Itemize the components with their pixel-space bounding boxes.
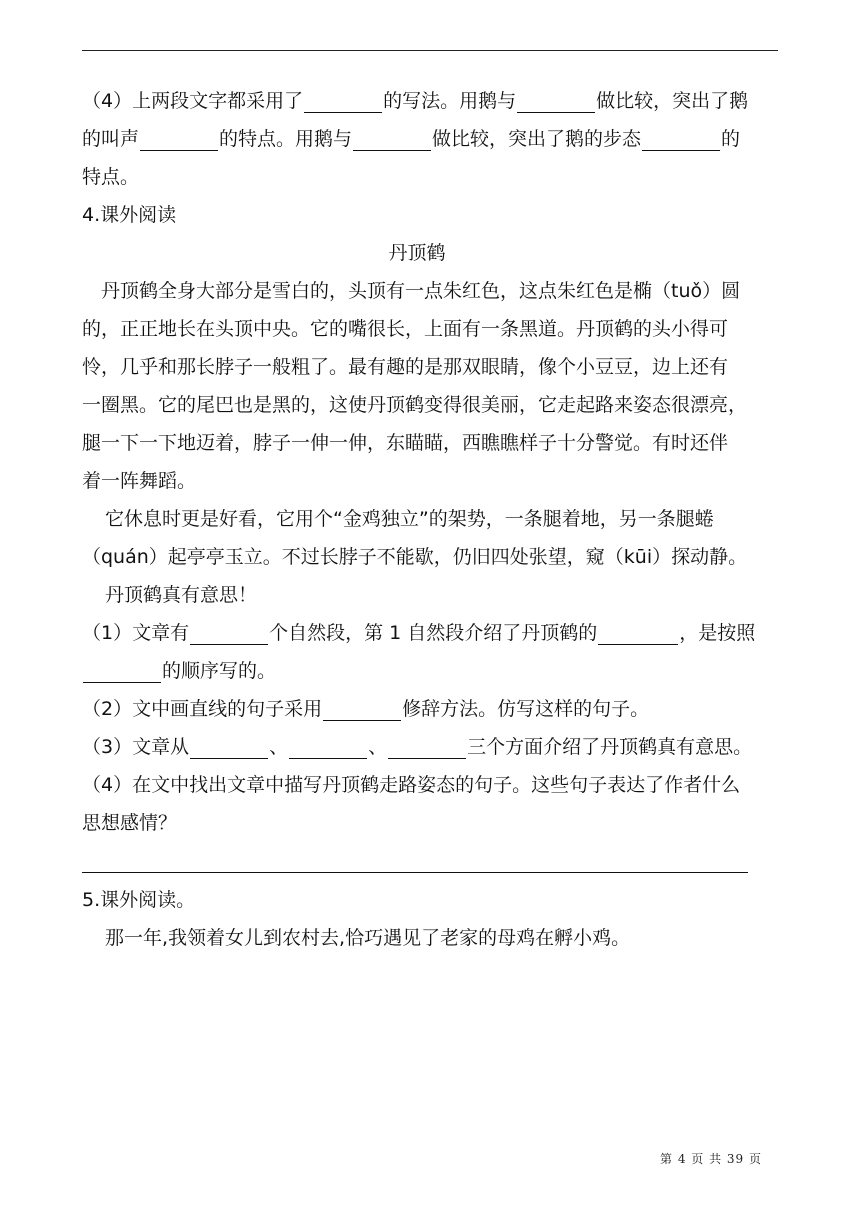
question-3-4-line-1 — [82, 82, 782, 120]
answer-blank[interactable] — [517, 86, 595, 113]
section-5-heading: 5.课外阅读。 — [82, 889, 196, 911]
para-1-line-2: 的，正正地长在头顶中央。它的嘴很长，上面有一条黑道。丹顶鹤的头小得可 — [82, 318, 729, 340]
answer-blank[interactable] — [323, 694, 401, 721]
text: 三个方面介绍了丹顶鹤真有意思。 — [467, 736, 753, 758]
answer-blank[interactable] — [598, 618, 678, 645]
answer-blank[interactable] — [190, 618, 268, 645]
question-4-3 — [82, 728, 782, 766]
text: 的叫声 — [82, 128, 140, 150]
text: 的 — [721, 128, 741, 150]
passage-title: 丹顶鹤 — [388, 242, 446, 264]
answer-blank[interactable] — [83, 656, 161, 683]
answer-blank[interactable] — [642, 124, 720, 151]
text: 做比较，突出了鹅的步态 — [432, 128, 642, 150]
para-1-line-3: 怜，几乎和那长脖子一般粗了。最有趣的是那双眼睛，像个小豆豆，边上还有 — [82, 356, 729, 378]
section-4-heading: 4.课外阅读 — [82, 204, 177, 226]
para-1-line-4: 一圈黑。它的尾巴也是黑的，这使丹顶鹤变得很美丽，它走起路来姿态很漂亮， — [82, 394, 748, 416]
text: 的特点。用鹅与 — [219, 128, 353, 150]
question-3-4-line-2 — [82, 120, 782, 158]
text: 修辞方法。仿写这样的句子。 — [402, 698, 650, 720]
answer-blank[interactable] — [289, 732, 367, 759]
question-4-1-line-2 — [82, 652, 782, 690]
answer-line[interactable] — [82, 842, 748, 873]
text: （2）文中画直线的句子采用 — [82, 698, 323, 720]
section-5-para-1: 那一年,我领着女儿到农村去,恰巧遇见了老家的母鸡在孵小鸡。 — [105, 927, 631, 949]
text: ，是按照 — [679, 622, 756, 644]
para-1-line-6: 着一阵舞蹈。 — [82, 470, 197, 492]
question-4-4-line-1: （4）在文中找出文章中描写丹顶鹤走路姿态的句子。这些句子表达了作者什么 — [82, 774, 741, 796]
question-4-4-line-2: 思想感情？ — [82, 812, 178, 834]
para-2-line-2: （quán）起亭亭玉立。不过长脖子不能歇，仍旧四处张望，窥（kūi）探动静。 — [82, 546, 748, 568]
text: 、 — [368, 736, 388, 758]
text: 、 — [269, 736, 289, 758]
para-3: 丹顶鹤真有意思！ — [105, 584, 258, 606]
text: 个自然段，第 1 自然段介绍了丹顶鹤的 — [269, 622, 598, 644]
text: 的顺序写的。 — [162, 660, 277, 682]
text: （4）上两段文字都采用了 — [82, 90, 304, 112]
text: 做比较，突出了鹅 — [596, 90, 749, 112]
text: 的写法。用鹅与 — [383, 90, 517, 112]
answer-blank[interactable] — [304, 86, 382, 113]
answer-blank[interactable] — [353, 124, 431, 151]
answer-blank[interactable] — [190, 732, 268, 759]
para-2-line-1: 它休息时更是好看，它用个“金鸡独立”的架势，一条腿着地，另一条腿蜷 — [105, 508, 714, 530]
text: （1）文章有 — [82, 622, 190, 644]
question-4-2 — [82, 690, 782, 728]
question-4-1-line-1 — [82, 614, 782, 652]
answer-blank[interactable] — [388, 732, 466, 759]
page-number: 第 4 页 共 39 页 — [660, 1152, 762, 1166]
header-rule — [82, 50, 778, 51]
answer-blank[interactable] — [140, 124, 218, 151]
para-1-line-1: 丹顶鹤全身大部分是雪白的，头顶有一点朱红色，这点朱红色是椭（tuǒ）圆 — [101, 280, 741, 302]
text: （3）文章从 — [82, 736, 190, 758]
para-1-line-5: 腿一下一下地迈着，脖子一伸一伸，东瞄瞄，西瞧瞧样子十分警觉。有时还伴 — [82, 432, 729, 454]
page-content — [82, 82, 782, 957]
question-3-4-line-3: 特点。 — [82, 166, 140, 188]
